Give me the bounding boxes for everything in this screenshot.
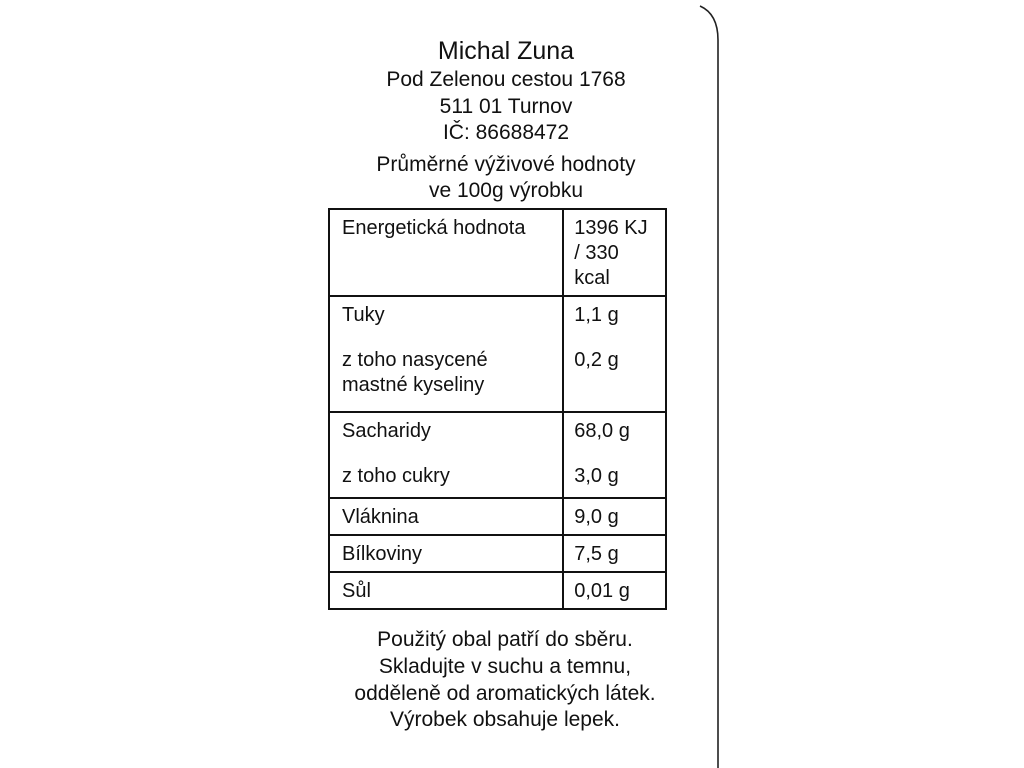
producer-ic: IČ: 86688472 xyxy=(442,121,570,144)
row-label-salt: Sůl xyxy=(329,572,563,609)
row-cell-fat xyxy=(329,296,563,412)
footer-recycle: Použitý obal patří do sběru. xyxy=(377,628,633,651)
footer-aromatic: odděleně od aromatických látek. xyxy=(354,682,656,705)
footer-gluten: Výrobek obsahuje lepek. xyxy=(390,708,620,731)
row-sublabel-saturated: z toho nasycené mastné kyseliny xyxy=(342,349,488,396)
row-value-fiber: 9,0 g xyxy=(563,498,666,535)
table-row xyxy=(329,535,666,572)
row-label-fiber: Vláknina xyxy=(329,498,563,535)
producer-name: Michal Zuna xyxy=(437,37,575,65)
row-subvalue-sugars: 3,0 g xyxy=(574,465,619,487)
nutrition-title: Průměrné výživové hodnoty xyxy=(376,153,636,176)
row-label-energy: Energetická hodnota xyxy=(329,209,563,296)
nutrition-table xyxy=(328,208,667,610)
producer-street: Pod Zelenou cestou 1768 xyxy=(386,68,626,91)
row-value-protein: 7,5 g xyxy=(563,535,666,572)
table-row xyxy=(329,412,666,498)
table-row xyxy=(329,296,666,412)
table-row xyxy=(329,572,666,609)
row-sublabel-sugars: z toho cukry xyxy=(342,465,450,487)
table-row xyxy=(329,498,666,535)
row-value-carbs: 68,0 g xyxy=(574,420,630,442)
row-cell-carbs xyxy=(329,412,563,498)
row-label-fat: Tuky xyxy=(342,304,385,326)
footer-storage: Skladujte v suchu a temnu, xyxy=(378,655,632,678)
row-subvalue-saturated: 0,2 g xyxy=(574,349,619,371)
row-label-protein: Bílkoviny xyxy=(329,535,563,572)
nutrition-subtitle: ve 100g výrobku xyxy=(428,179,584,202)
row-value-fat: 1,1 g xyxy=(574,304,619,326)
row-valcell-carbs xyxy=(563,412,666,498)
table-row xyxy=(329,209,666,296)
row-value-salt: 0,01 g xyxy=(563,572,666,609)
row-value-energy: 1396 KJ / 330 kcal xyxy=(563,209,666,296)
row-valcell-fat xyxy=(563,296,666,412)
producer-city: 511 01 Turnov xyxy=(439,95,573,118)
row-label-carbs: Sacharidy xyxy=(342,420,431,442)
